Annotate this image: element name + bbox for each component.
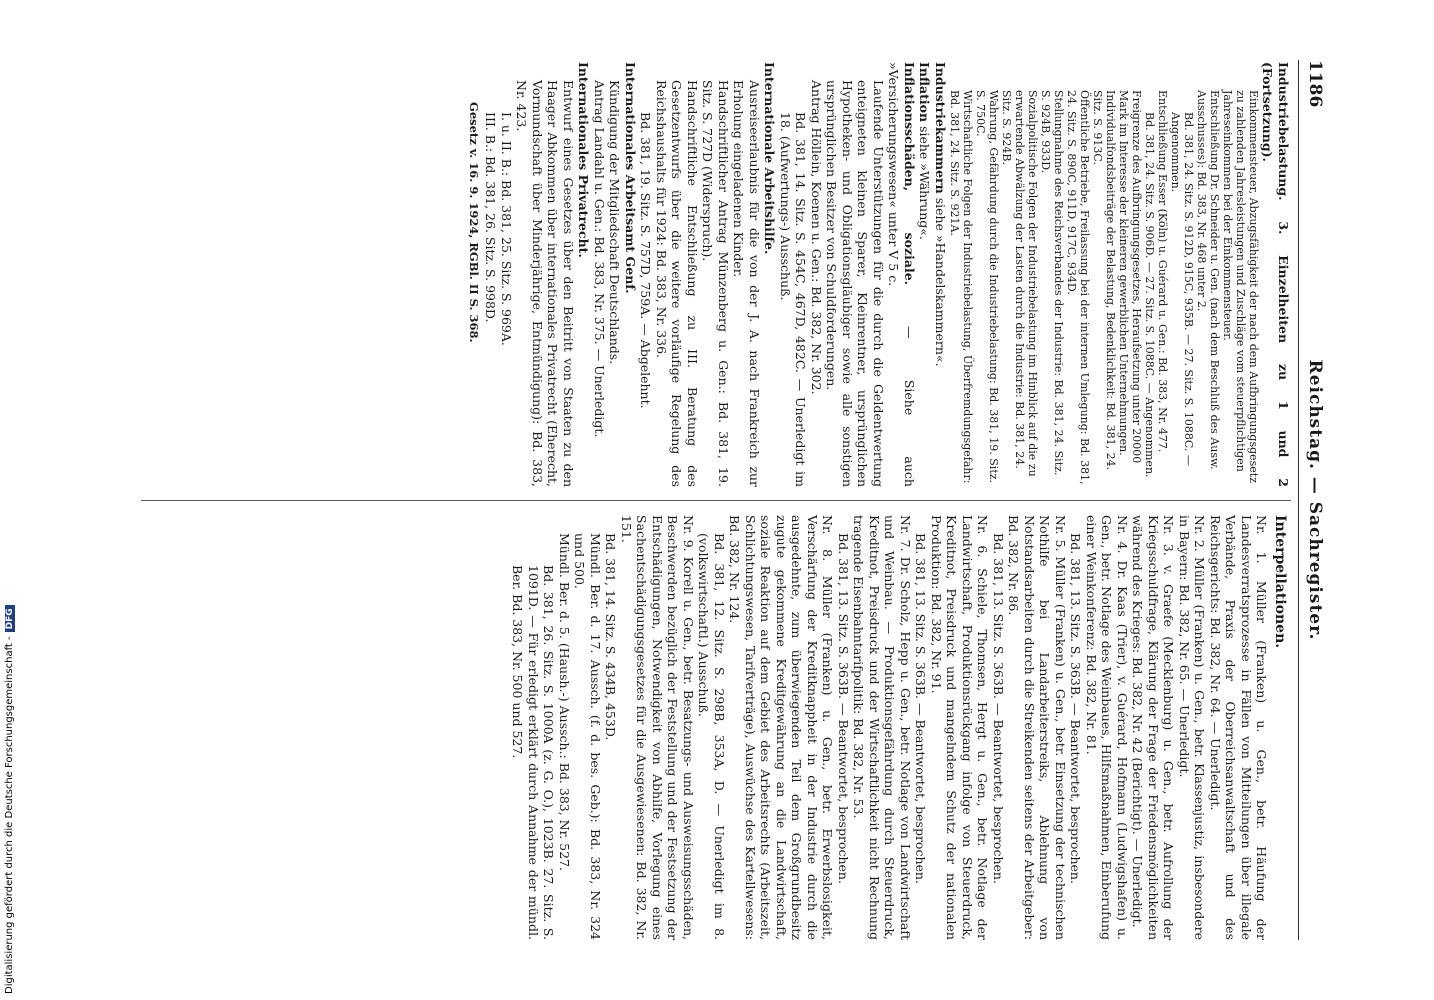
section-heading: Industriebelastung. 3. Einzelheiten zu 1 und 2 (Fortsetzung). bbox=[1260, 62, 1291, 487]
entry: Sozialpolitische Folgen der Industriebelastung im Hinblick auf die zu erwartende Abwälzung der Lasten durch die Industrie: Bd. 381, 24. Sitz. S. 924B. bbox=[1000, 90, 1039, 477]
section-heading: Interpellationen. bbox=[1272, 515, 1288, 649]
interpellation-ref: Bd. 381, 13. Sitz. S. 363B. — Beantwortet, besprochen. bbox=[913, 533, 929, 884]
entry-text: Ausreiseerlaubnis für die von der J. A. nach Frankreich zur Erholung eingeladenen Kinder. bbox=[731, 80, 762, 487]
entry-text: III. B.: Bd. 381, 26. Sitz. S. 998D. bbox=[483, 112, 499, 323]
interpellation-entry: Nr. 3. v. Graefe (Mecklenburg) u. Gen., betr. Aufrollung der Kriegsschuldfrage, Klärung der Frage der Friedensmöglichkeiten während des Krieges: Bd. 382, Nr. 42 (Berichtigt). — Unerledigt. bbox=[1130, 515, 1177, 940]
keyword: Inflation bbox=[917, 62, 933, 123]
entry: Individualfondsbeiträge der Belastung, Bedenklichkeit: Bd. 381, 24. Sitz. S. 913C. bbox=[1091, 90, 1117, 471]
entry-text: Antrag Höllein, Koenen u. Gen.: Bd. 382, Nr. 302. bbox=[809, 80, 824, 395]
dfg-logo: DFG bbox=[5, 605, 15, 632]
entry: Stellungnahme des Reichsverbandes der Industrie: Bd. 381, 24. Sitz. S. 924B, 933D. bbox=[1039, 90, 1065, 476]
interpellation-entry: Nr. 8. Müller (Franken) u. Gen., betr. Erwerbslosigkeit, Verschärfung der Kreditknappheit in der Industrie durch die ausgedehnte, zum überwiegenden Teil dem Großgrundbesitz zugute gekommene Kreditgewährung an die Landwirtschaft, soziale Reaktion auf dem Gebiet des Arbeitsrechts (Arbeitszeit, Schlichtungswesen, Tarifverträge), Auswüchse des Kartellwesens: Bd. 382, Nr. 124. bbox=[727, 515, 836, 940]
entry: Wirtschaftliche Folgen der Industriebelastung, Überfremdungsgefahr: Bd. 381, 24. Sitz. S. 921A. bbox=[948, 90, 974, 484]
interpellation-ref: Bd. 381, 13. Sitz. S. 363B. — Beantwortet, besprochen. bbox=[836, 533, 851, 884]
entry-text: I. u. II. B.: Bd. 381, 25. Sitz. S. 969A. bbox=[499, 112, 514, 346]
interpellation-ref: Mündl. Ber. d. 17. Aussch. (f. d. bes. Geb.): Bd. 383, Nr. 324 und 500. bbox=[572, 533, 603, 940]
entry-text: — Siehe auch »Versicherungswesen« unter V 5 c. bbox=[886, 62, 917, 487]
entry-text: siehe »Währung«. bbox=[917, 126, 933, 240]
page-inner bbox=[125, 50, 1325, 950]
entry-text: Kündigung der Mitgliedschaft Deutschlands. bbox=[607, 80, 623, 365]
interpellation-entry: Nr. 6. Schiele, Thomsen, Hergt u. Gen., betr. Notlage der Landwirtschaft, Produktionsrückgang infolge von Steuerdruck, Kreditnot, Preisdruck und mangelndem Schutz der nationalen Produktion: Bd. 382, Nr. 91. bbox=[929, 515, 991, 940]
entry: Öffentliche Betriebe, Freilassung bei der internen Umlegung: Bd. 381, 24. Sitz. S. 890C, 911D, 917C, 934D. bbox=[1065, 90, 1091, 485]
entry: Freigrenze des Aufbringungsgesetzes, Heraufsetzung unter 20000 Mark im Interesse der kleineren gewerblichen Unternehmungen. bbox=[1117, 90, 1143, 464]
index-entry bbox=[917, 62, 933, 487]
entry: Einkommensteuer, Abzugsfähigkeit der nach dem Aufbringungsgesetz zu zahlenden Jahresleistungen und Zuschläge vom steuerpflichtigen Jahreseinkommen bei der Einkommensteuer. bbox=[1221, 90, 1260, 484]
interpellation-entry: Nr. 4. Dr. Kaas (Trier), v. Guérard, Hofmann (Ludwigshafen) u. Gen., betr. Notlage des Weinbaues, Hilfsmaßnahmen, Einberufung einer Weinkonferenz: Bd. 382, Nr. 81. bbox=[1084, 515, 1130, 940]
page-header bbox=[1297, 60, 1325, 940]
interpellation-ref: Bd. 381, 13. Sitz. S. 363B. — Beantwortet, besprochen. bbox=[991, 533, 1006, 884]
entry: Bd. 381, 24. Sitz. S. 912D, 915C, 935B. — 27. Sitz. S. 1088C. — Angenommen. bbox=[1169, 112, 1195, 466]
page-number: 1186 bbox=[1305, 60, 1325, 108]
interpellation-ref: Mündl. Ber. d. 5. (Haush.-) Aussch.: Bd. 383, Nr. 527. bbox=[557, 533, 572, 871]
rotated-page-content bbox=[125, 50, 1325, 950]
entry-text: Handschriftliche Entschließung zu III. Beratung des Gesetzentwurfs über die weitere vorläufige Regelung des Reichshaushalts für 1924: Bd. 383, Nr. 336. bbox=[654, 80, 700, 487]
entry-text: Bd. 381, 19. Sitz. S. 757D, 759A. — Abgelehnt. bbox=[638, 112, 654, 409]
interpellation-entry: Nr. 5. Müller (Franken) u. Gen., betr. Einsetzung der technischen Nothilfe bei Landarbeiterstreiks, Ablehnung von Notstandsarbeiten durch die Streikenden seitens der Arbeitgeber: Bd. 382, Nr. 86. bbox=[1006, 515, 1068, 940]
entry: Wahrung, Gefährdung durch die Industriebelastung: Bd. 381, 19. Sitz. S. 750C. bbox=[974, 90, 1000, 484]
interpellation-ref: Bd. 381, 26. Sitz. S. 1000A (z. G. O.), 1023B. 27. Sitz. S. 1091D. — Für erledigt erklärt durch Annahme der mündl. Ber. Bd. 383, Nr. 500 und 527. bbox=[510, 565, 557, 940]
index-entry bbox=[933, 62, 949, 487]
entry: Bd. 381, 24. Sitz. S. 906D. — 27. Sitz. S. 1088C. — Angenommen. bbox=[1143, 112, 1156, 478]
keyword: Inflationsschäden, soziale. bbox=[902, 62, 917, 285]
entry-text: Entwurf eines Gesetzes über den Beitritt von Staaten zu den Haager Abkommen über internationales Privatrecht (Eherecht, Vormundschaft über Minderjährige, Entmündigung): Bd. 383, Nr. 423. bbox=[514, 80, 576, 487]
running-head: Reichstag. — Sachregister. bbox=[1305, 359, 1325, 641]
interpellation-entry: Nr. 7. Dr. Scholz, Hepp u. Gen., betr. Notlage von Landwirtschaft und Weinbau. — Produktionsgefährdung durch Steuerdruck, Kreditnot, Preisdruck und der Wirtschaftlichkeit nicht Rechnung tragende Eisenbahntarifpolitik: Bd. 382, Nr. 53. bbox=[851, 515, 913, 940]
keyword: Internationales Privatrecht. bbox=[576, 62, 592, 258]
interpellation-entry: Nr. 2. Müller (Franken) u. Gen., betr. Klassenjustiz, insbesondere in Bayern: Bd. 382, Nr. 65. — Unerledigt. bbox=[1177, 515, 1208, 940]
entry-text: Laufende Unterstützungen für die durch die Geldentwertung enteigneten kleinen Sparer, Kleinrentner, ursprünglichen Hypotheken- und Obligationsgläubiger sowie alle sonstigen ursprünglichen Besitzer von Schuldforderungen. bbox=[824, 80, 886, 487]
interpellation-ref: Bd. 381, 13. Sitz. S. 363B. — Beantwortet, besprochen. bbox=[1068, 533, 1084, 884]
entry-text: siehe »Handelskammern«. bbox=[933, 197, 948, 367]
interpellation-ref: Bd. 381, 14. Sitz. S. 434B, 453D. bbox=[603, 533, 619, 741]
entry-text: Bd. 381, 14. Sitz. S. 454C, 467D, 482C. — Unerledigt im 18. (Aufwertungs-) Ausschuß. bbox=[778, 112, 809, 487]
keyword: Industriekammern bbox=[933, 62, 948, 194]
entry-text: Handschriftlicher Antrag Münzenberg u. Gen.: Bd. 381, 19. Sitz. S. 727D (Widerspruch). bbox=[700, 80, 731, 487]
digitization-credit bbox=[4, 605, 15, 994]
left-column bbox=[466, 62, 1292, 487]
interpellation-entry: Nr. 9. Korell u. Gen., betr. Besatzungs- und Ausweisungsschäden, Beschwerden bezüglich der Feststellung und der Festsetzung der Entschädigungen, Notwendigkeit von Abhilfe, Vorlegung eines Sachentschädigungsgesetzes für die Ausgewiesenen: Bd. 382, Nr. 151. bbox=[619, 515, 696, 940]
keyword: Internationales Arbeitsamt Genf. bbox=[623, 62, 638, 294]
interpellation-ref: Bd. 381, 12. Sitz. S. 298B, 353A, D. — Unerledigt im 8. (volkswirtschaftl.) Ausschuß. bbox=[696, 533, 727, 940]
header-rule bbox=[1298, 60, 1299, 940]
interpellation-entry: Nr. 1. Müller (Franken) u. Gen., betr. Häufung der Landesverratsprozesse in Fällen von Mitteilungen über illegale Verbände, Praxis der Oberreichsanwaltschaft und des Reichsgerichts: Bd. 382, Nr. 64. — Unerledigt. bbox=[1208, 515, 1270, 940]
law-reference: Gesetz v. 16. 9. 1924, RGBl. II S. 368. bbox=[467, 102, 481, 343]
credit-text: Digitalisierung gefördert durch die Deutsche Forschungsgemeinschaft - bbox=[4, 636, 15, 994]
entry: Entschließung Esser (Köln) u. Guérard u. Gen.: Bd. 383, Nr. 477. bbox=[1156, 90, 1169, 453]
entry-text: Antrag Landahl u. Gen.: Bd. 383, Nr. 375. — Unerledigt. bbox=[592, 80, 607, 438]
keyword: Internationale Arbeitshilfe. bbox=[762, 62, 778, 255]
index-entry bbox=[886, 62, 917, 487]
column-divider bbox=[141, 500, 1291, 501]
entry: Entschließung Dr. Schneider u. Gen. (nach dem Beschluß des Ausw. Ausschusses): Bd. 383, Nr. 468 unter 2. bbox=[1195, 90, 1221, 470]
right-column bbox=[510, 515, 1291, 940]
